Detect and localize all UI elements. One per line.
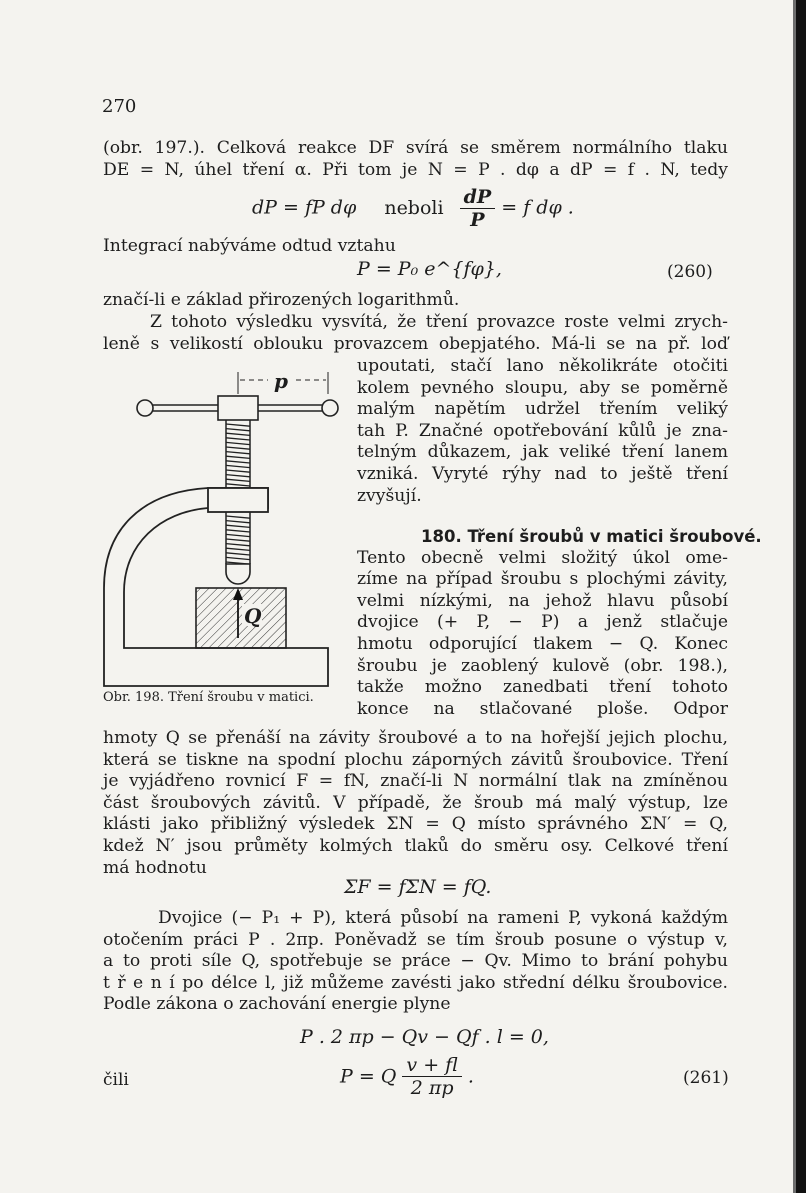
section-heading: 180. Tření šroubů v matici šroubové. — [421, 527, 762, 546]
screw-tip — [226, 564, 250, 584]
paragraph-rope-wrap — [357, 356, 728, 507]
equation-260: P = P₀ e^{fφ}, — [357, 258, 502, 280]
equation-number-260: (260) — [667, 262, 713, 282]
paragraph-intro — [103, 138, 728, 181]
text-line: kdež N′ jsou průměty kolmých tlaků do směru osy. Celkové tření — [103, 835, 728, 856]
text-line: šroubu je zaoblený kulově (obr. 198.), — [357, 655, 728, 676]
equation-end: . — [467, 1065, 474, 1088]
page-number: 270 — [102, 96, 137, 117]
paragraph-work — [103, 908, 728, 1016]
text-line: hmoty Q se přenáší na závity šroubové a to na hořejší jejich plochu, — [103, 728, 728, 748]
equation-energy: P . 2 πp − Qv − Qf . l = 0, — [300, 1026, 549, 1048]
text-line: hmotu odporující tlakem − Q. Konec — [357, 633, 728, 654]
text-line: dvojice (+ P, − P) a jenž stlačuje — [357, 612, 728, 633]
fraction — [460, 186, 496, 231]
text-line: velmi nízkými, na jehož hlavu působí — [357, 590, 728, 611]
integration-line: Integrací nabýváme odtud vztahu — [103, 236, 396, 256]
text-line: která se tiskne na spodní plochu záporných závitů šroubovice. Tření — [103, 749, 728, 770]
figure-screw-press — [100, 366, 355, 688]
equation-261 — [340, 1054, 474, 1099]
text-line: tah P. Značné opotřebování kůlů je zna- — [357, 420, 728, 441]
text-line: je vyjádřeno rovnicí F = fN, značí-li N normální tlak na zmíněnou — [103, 771, 728, 792]
fraction — [402, 1054, 461, 1099]
dimension-p — [238, 369, 328, 394]
nut — [208, 488, 268, 512]
fraction-denominator: 2 πp — [410, 1077, 454, 1099]
equation-number-261: (261) — [683, 1068, 729, 1088]
text-line: konce na stlačované ploše. Odpor — [357, 698, 728, 719]
figure-caption: Obr. 198. Tření šroubu v matici. — [103, 690, 314, 705]
section-180-continued — [103, 728, 728, 879]
text-line: zvyšují. — [357, 485, 422, 506]
euler-line: značí-li e základ přirozených logarithmů. — [103, 290, 460, 310]
equation-261-prefix: čili — [103, 1070, 129, 1090]
press-frame — [104, 488, 328, 686]
text-line: a to proti síle Q, spotřebuje se práce − Qv. Mimo to brání pohybu — [103, 951, 728, 972]
scan-edge — [796, 0, 806, 1193]
text-line: Dvojice (− P₁ + P), která působí na rameni P, vykoná každým — [158, 908, 728, 928]
text-line: Tento obecně velmi složitý úkol ome- — [357, 547, 728, 568]
label-p: p — [274, 369, 288, 393]
equation-dp — [252, 186, 574, 231]
text-line: část šroubových závitů. V případě, že šroub má malý výstup, lze — [103, 792, 728, 813]
equation-word: neboli — [384, 196, 444, 219]
text-line: t ř e n í po délce l, již můžeme zavésti jako střední délku šroubovice. — [103, 972, 728, 993]
text-line: takže možno zanedbati tření tohoto — [357, 677, 728, 698]
text-line: telným důkazem, jak veliké tření lanem — [357, 442, 728, 463]
text-line: leně s velikostí oblouku provazcem obepjatého. Má-li se na př. loď — [103, 333, 728, 354]
text-line: klásti jako přibližný výsledek ΣN = Q místo správného ΣN′ = Q, — [103, 814, 728, 835]
text-line: (obr. 197.). Celková reakce DF svírá se směrem normálního tlaku — [103, 138, 728, 158]
text-line: má hodnotu — [103, 857, 207, 878]
text-line: Podle zákona o zachování energie plyne — [103, 994, 451, 1015]
scan-edge-shadow — [793, 0, 796, 1193]
screw-handle — [137, 396, 338, 420]
text-line: upoutati, stačí lano několikráte otočiti — [357, 356, 728, 376]
equation-left: P = Q — [340, 1065, 397, 1088]
equation-right: = f dφ . — [501, 196, 574, 219]
fraction-numerator: dP — [460, 186, 496, 209]
text-line: kolem pevného sloupu, aby se poměrně — [357, 377, 728, 398]
equation-sum: ΣF = fΣN = fQ. — [344, 876, 492, 898]
text-line: zíme na případ šroubu s plochými závity, — [357, 569, 728, 590]
paragraph-rope — [103, 312, 728, 355]
fraction-numerator: v + fl — [402, 1054, 461, 1077]
equation-left: dP = fP dφ — [252, 196, 357, 219]
label-q: Q — [244, 604, 262, 628]
fraction-denominator: P — [470, 209, 485, 231]
text-line: vzniká. Vyryté rýhy nad to ještě tření — [357, 463, 728, 484]
text-line: otočením práci P . 2πp. Poněvadž se tím šroub posune o výstup v, — [103, 929, 728, 950]
section-180 — [357, 526, 762, 720]
text-line: Z tohoto výsledku vysvítá, že tření provazce roste velmi zrych- — [150, 312, 728, 332]
text-line: malým napětím udržel třením veliký — [357, 399, 728, 420]
text-line: DE = N, úhel tření α. Při tom je N = P . dφ a dP = f . N, tedy — [103, 159, 728, 180]
